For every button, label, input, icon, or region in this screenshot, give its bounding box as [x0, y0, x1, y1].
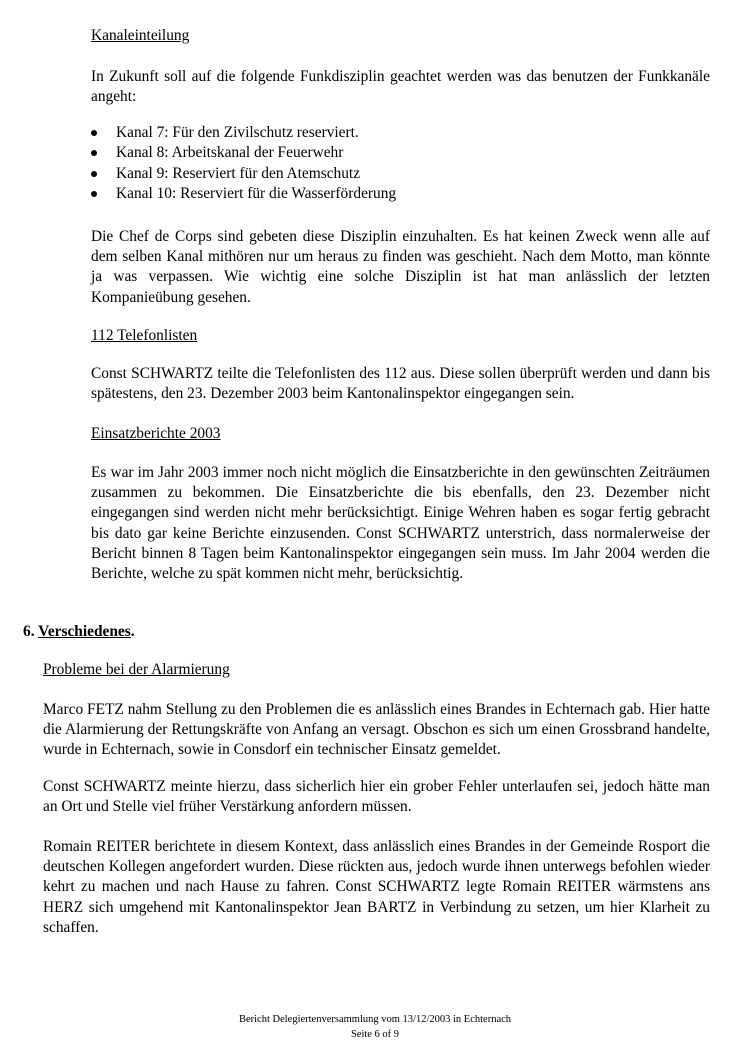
heading-einsatzberichte: Einsatzberichte 2003 [91, 425, 221, 442]
bullet-icon [91, 150, 97, 156]
heading-telefonlisten: 112 Telefonlisten [91, 327, 198, 344]
paragraph-kanal-text: Die Chef de Corps sind gebeten diese Disziplin einzuhalten. Es hat keinen Zweck wenn alle auf dem selben Kanal mithören nur um heraus zu finden was geschieht. Nach dem Motto, man könnte ja was verpassen. Wie wichtig eine solche Disziplin ist hat man anlässlich der letzten Kompanieübung gesehen. [91, 228, 710, 306]
paragraph-fetz: Marco FETZ nahm Stellung zu den Problemen die es anlässlich eines Brandes in Echternach gab. Hier hatte die Alarmierung der Rettungskräfte von Anfang an versagt. Obschon es sich um einen Grossbrand handelte, wurde in Echternach, sowie in Consdorf ein technischer Einsatz gemeldet. [43, 701, 710, 759]
bullet-icon [91, 191, 97, 197]
bullet-icon [91, 130, 97, 136]
heading-kanaleinteilung: Kanaleinteilung [91, 27, 190, 44]
footer-page-number: Seite 6 of 9 [350, 1029, 400, 1040]
list-item: Kanal 8: Arbeitskanal der Feuerwehr [91, 143, 691, 163]
heading-alarmierung: Probleme bei der Alarmierung [43, 661, 230, 678]
list-item: Kanal 9: Reserviert für den Atemschutz [91, 164, 691, 184]
kanal-list [91, 123, 691, 205]
paragraph-telefon-text: Const SCHWARTZ teilte die Telefonlisten des 112 aus. Diese sollen überprüft werden und dann bis spätestens, den 23. Dezember 2003 beim Kantonalinspektor eingegangen sein. [91, 365, 710, 403]
paragraph-reiter: Romain REITER berichtete in diesem Kontext, dass anlässlich eines Brandes in der Gemeinde Rosport die deutschen Kollegen angefordert wurden. Diese rückten aus, jedoch wurde ihnen unterwegs befohlen wieder kehrt zu machen und nach Hause zu fahren. Const SCHWARTZ legte Romain REITER wärmstens ans HERZ sich umgehend mit Kantonalinspektor Jean BARTZ in Verbindung zu setzen, um hier Klarheit zu schaffen. [43, 838, 710, 936]
section-heading-verschiedenes: 6. Verschiedenes. [23, 623, 135, 640]
bullet-icon [91, 171, 97, 177]
paragraph-schwartz: Const SCHWARTZ meinte hierzu, dass sicherlich hier ein grober Fehler unterlaufen sei, jedoch hätte man an Ort und Stelle viel früher Verstärkung anfordern müssen. [43, 778, 710, 816]
list-item: Kanal 7: Für den Zivilschutz reserviert. [91, 123, 691, 143]
paragraph-einsatz-text: Es war im Jahr 2003 immer noch nicht möglich die Einsatzberichte in den gewünschten Zeiträumen zusammen zu bekommen. Die Einsatzberichte die bis ebenfalls, den 23. Dezember nicht eingegangen sind werden nicht mehr berücksichtigt. Einige Wehren haben es sogar fertig gebracht bis dato gar keine Berichte einzusenden. Const SCHWARTZ unterstrich, dass normalerweise der Bericht binnen 8 Tagen beim Kantonalinspektor eingegangen sein muss. Im Jahr 2004 werden die Berichte, welche zu spät kommen nicht mehr, berücksichtig. [91, 464, 710, 583]
footer-report-title: Bericht Delegiertenversammlung vom 13/12/2003 in Echternach [238, 1014, 512, 1025]
paragraph-kanal-intro: In Zukunft soll auf die folgende Funkdisziplin geachtet werden was das benutzen der Funkkanäle angeht: [91, 68, 710, 106]
list-item: Kanal 10: Reserviert für die Wasserförderung [91, 184, 691, 204]
